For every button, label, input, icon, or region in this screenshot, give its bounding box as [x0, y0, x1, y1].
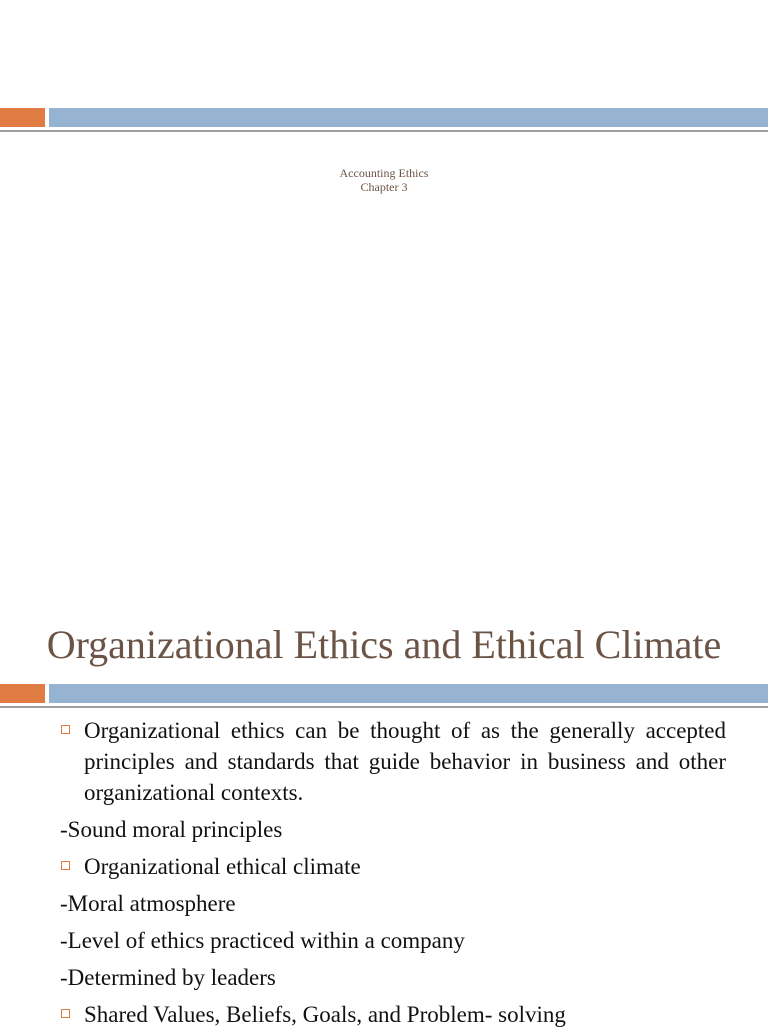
sub-line: -Level of ethics practiced within a company: [60, 928, 465, 953]
bullet-text: Organizational ethical climate: [84, 854, 361, 879]
accent-blue-band: [49, 108, 768, 127]
sub-line: -Sound moral principles: [60, 817, 283, 842]
square-bullet-icon: [61, 861, 70, 870]
accent-rule: [0, 130, 768, 132]
bullet-text: Organizational ethics can be thought of as the generally accepted principles and standards that guide behavior in business and other organizational contexts.: [84, 718, 726, 805]
square-bullet-icon: [61, 1009, 70, 1018]
cover-title-line-1: Accounting Ethics: [339, 166, 429, 180]
cover-title-line-2: Chapter 3: [360, 180, 408, 194]
slide-body: [0, 715, 768, 1036]
bullet-item: [0, 999, 768, 1030]
accent-orange-block: [0, 108, 45, 127]
accent-rule: [0, 706, 768, 708]
bullet-item: [0, 715, 768, 808]
sub-line: -Moral atmosphere: [60, 891, 236, 916]
sub-line: -Determined by leaders: [60, 965, 276, 990]
square-bullet-icon: [61, 725, 70, 734]
cover-title: [0, 166, 768, 194]
accent-blue-band: [49, 684, 768, 703]
accent-orange-block: [0, 684, 45, 703]
header-accent-bar: [0, 681, 768, 709]
slide-title: Organizational Ethics and Ethical Climate: [46, 622, 722, 667]
bullet-text: Shared Values, Beliefs, Goals, and Problem- solving: [84, 1002, 566, 1027]
header-accent-bar: [0, 105, 768, 133]
content-slide: [0, 600, 768, 1027]
bullet-item: [0, 851, 768, 882]
